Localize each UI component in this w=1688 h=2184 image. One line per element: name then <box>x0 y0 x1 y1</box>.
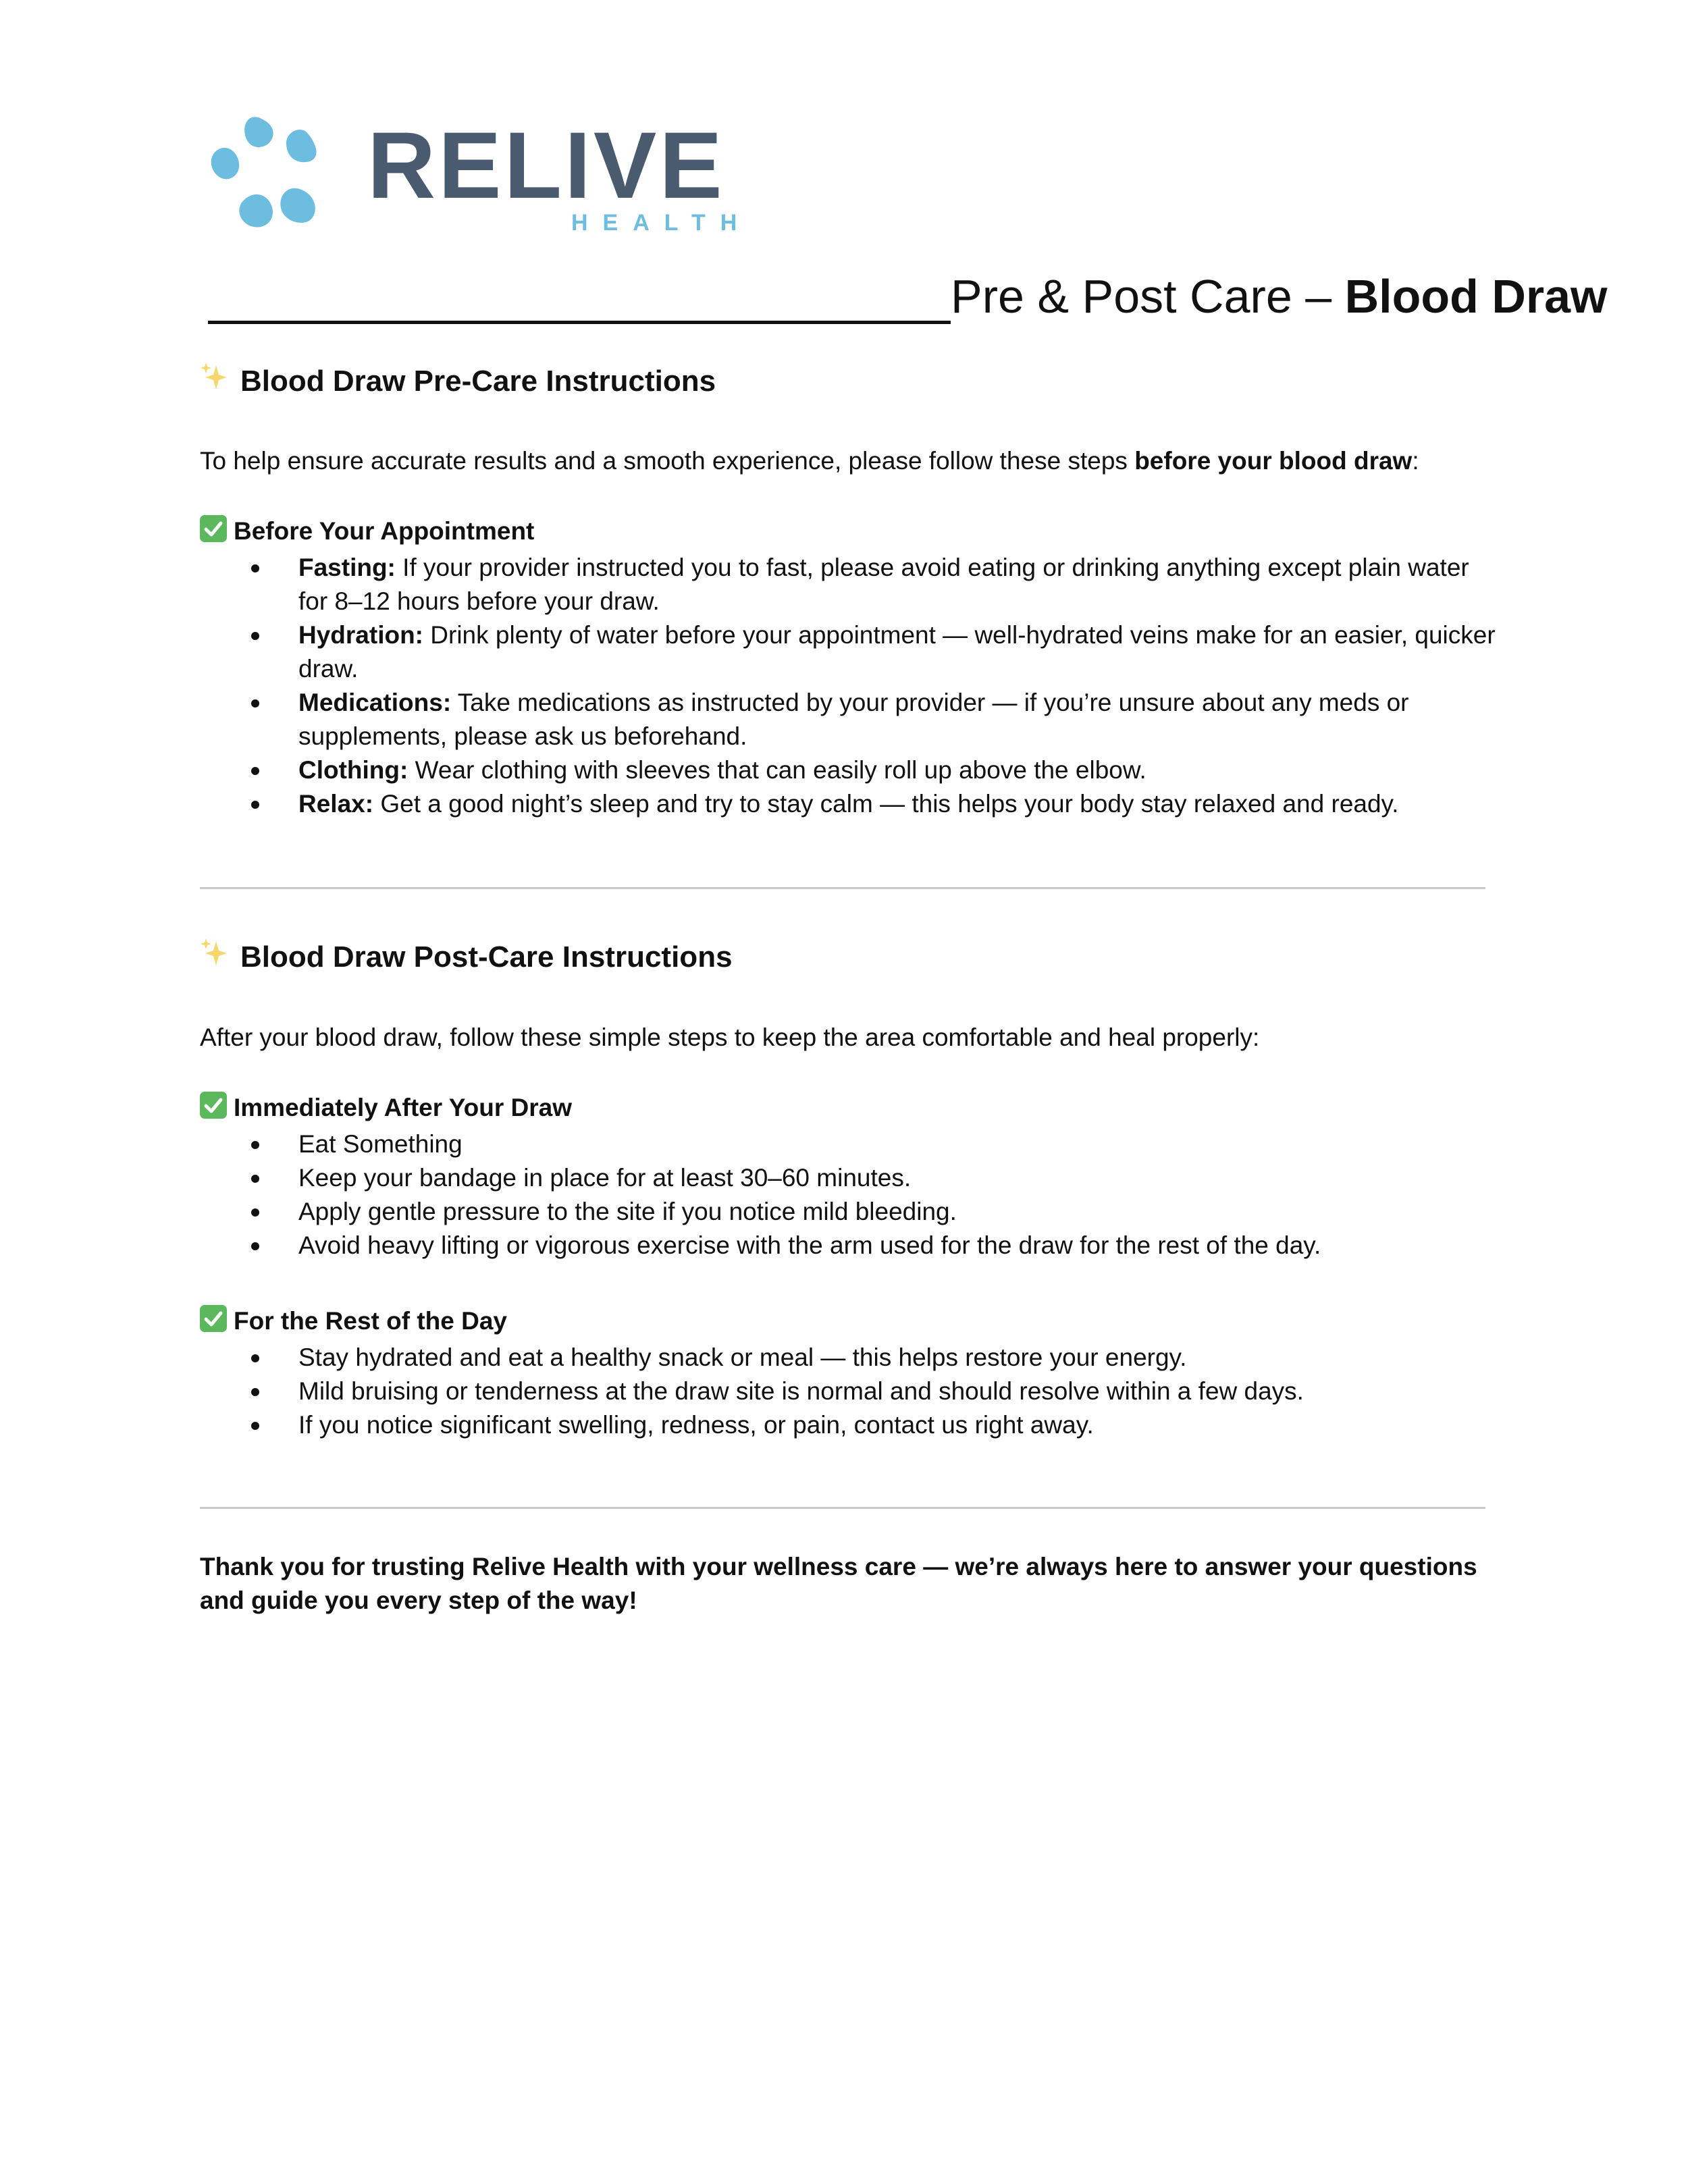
sparkles-icon <box>200 361 230 394</box>
check-mark-icon <box>200 1305 227 1332</box>
list-item: Hydration: Drink plenty of water before your appointment — well-hydrated veins make for an easier, quicker draw. <box>200 618 1496 686</box>
rest-of-day-list <box>200 1341 1496 1442</box>
check-mark-icon <box>200 515 227 542</box>
list-item: Fasting: If your provider instructed you to fast, please avoid eating or drinking anything except plain water for 8–12 hours before your draw. <box>200 551 1496 618</box>
list-item: Medications: Take medications as instructed by your provider — if you’re unsure about any meds or supplements, please ask us beforehand. <box>200 686 1496 753</box>
pre-care-heading: Blood Draw Pre-Care Instructions <box>200 361 716 400</box>
list-item: Avoid heavy lifting or vigorous exercise with the arm used for the draw for the rest of the day. <box>200 1229 1496 1262</box>
logo-wordmark: RELIVE <box>367 112 725 218</box>
section-divider <box>200 887 1485 889</box>
rest-of-day-subheading: For the Rest of the Day <box>200 1304 507 1338</box>
pre-care-list <box>200 551 1496 821</box>
droplet-flower-icon <box>200 101 335 236</box>
list-item: Eat Something <box>200 1127 1496 1161</box>
list-item: Keep your bandage in place for at least 30–60 minutes. <box>200 1161 1496 1195</box>
name-blank-line <box>208 321 951 324</box>
pre-care-intro: To help ensure accurate results and a smooth experience, please follow these steps before your blood draw: <box>200 447 1419 475</box>
list-item: Relax: Get a good night’s sleep and try to stay calm — this helps your body stay relaxed and ready. <box>200 787 1496 821</box>
immediate-care-list <box>200 1127 1496 1262</box>
list-item: Apply gentle pressure to the site if you notice mild bleeding. <box>200 1195 1496 1229</box>
check-mark-icon <box>200 1092 227 1119</box>
immediately-after-subheading: Immediately After Your Draw <box>200 1091 572 1125</box>
post-care-heading: Blood Draw Post-Care Instructions <box>200 937 733 976</box>
closing-message: Thank you for trusting Relive Health with your wellness care — we’re always here to answer your questions and guide you every step of the way! <box>200 1553 1477 1614</box>
logo-subtext: HEALTH <box>571 210 752 236</box>
relive-health-logo <box>200 101 754 236</box>
title-emphasis: Blood Draw <box>1344 270 1608 323</box>
post-care-intro: After your blood draw, follow these simple steps to keep the area comfortable and heal properly: <box>200 1023 1260 1051</box>
title-prefix: Pre & Post Care – <box>951 270 1345 323</box>
list-item: If you notice significant swelling, redness, or pain, contact us right away. <box>200 1408 1496 1442</box>
before-appointment-subheading: Before Your Appointment <box>200 514 534 548</box>
list-item: Clothing: Wear clothing with sleeves that can easily roll up above the elbow. <box>200 753 1496 787</box>
list-item: Stay hydrated and eat a healthy snack or meal — this helps restore your energy. <box>200 1341 1496 1375</box>
sparkles-icon <box>200 937 230 969</box>
list-item: Mild bruising or tenderness at the draw site is normal and should resolve within a few days. <box>200 1375 1496 1408</box>
page-title <box>208 267 1608 327</box>
section-divider <box>200 1507 1485 1509</box>
